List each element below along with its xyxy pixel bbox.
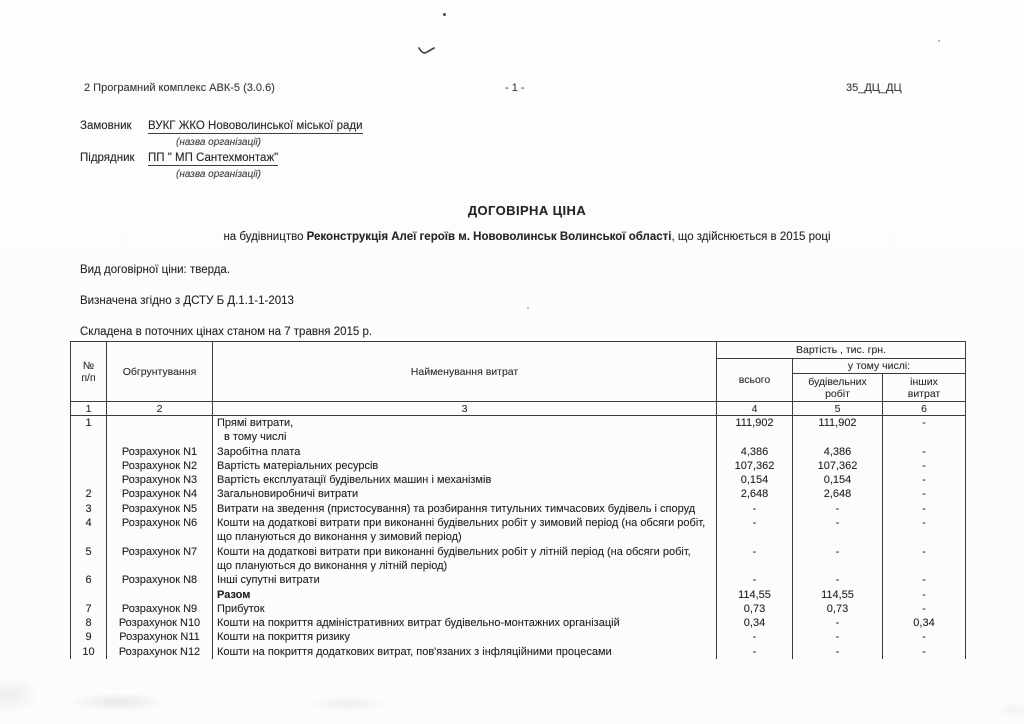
col-header-basis: Обгрунтування — [107, 342, 213, 402]
total-value-cell: 107,362 — [717, 459, 793, 473]
col-header-included: у тому числі: — [793, 359, 966, 374]
expense-name-cell: Кошти на покриття ризику — [213, 630, 717, 644]
basis-cell: Розрахунок N7 — [107, 545, 213, 574]
customer-role-label: Замовник — [80, 120, 132, 132]
expense-name-cell: Вартість матеріальних ресурсів — [213, 459, 717, 473]
table-row — [71, 602, 966, 616]
subtitle-suffix: , що здійснюється в 2015 році — [671, 231, 831, 243]
other-value-cell: - — [883, 416, 966, 445]
row-number-cell: 10 — [71, 645, 107, 659]
total-value-cell: - — [717, 502, 793, 516]
row-number-cell — [71, 473, 107, 487]
construction-value-cell: - — [793, 573, 883, 587]
expense-name-cell: Кошти на додаткові витрати при виконанні будівельних робіт у зимовий період (на обсяги робіт, що плануються до виконання у зимовий період) — [213, 516, 717, 545]
total-value-cell: 114,55 — [717, 588, 793, 602]
row-number-cell: 9 — [71, 630, 107, 644]
other-value-cell: - — [883, 516, 966, 545]
row-number-cell: 1 — [71, 416, 107, 445]
total-value-cell: - — [717, 545, 793, 574]
table-row — [71, 445, 966, 459]
other-value-cell: - — [883, 545, 966, 574]
table-row — [71, 516, 966, 545]
construction-subtitle — [30, 231, 1024, 243]
expense-name-cell: Кошти на покриття додаткових витрат, пов'язаних з інфляційними процесами — [213, 645, 717, 659]
table-row — [71, 473, 966, 487]
total-value-cell: - — [717, 573, 793, 587]
construction-value-cell: 111,902 — [793, 416, 883, 445]
basis-cell — [107, 588, 213, 602]
table-row — [71, 459, 966, 473]
basis-cell: Розрахунок N6 — [107, 516, 213, 545]
contractor-name: ПП " МП Сантехмонтаж" — [148, 152, 279, 164]
expense-name-cell: Загальновиробничі витрати — [213, 487, 717, 501]
price-type-line: Вид договірної ціни: тверда. — [80, 264, 231, 276]
construction-value-cell: - — [793, 545, 883, 574]
construction-value-cell: - — [793, 516, 883, 545]
total-value-cell: - — [717, 630, 793, 644]
construction-value-cell: 114,55 — [793, 588, 883, 602]
basis-cell: Розрахунок N2 — [107, 459, 213, 473]
row-number-cell — [71, 459, 107, 473]
construction-value-cell: 0,154 — [793, 473, 883, 487]
cost-table — [70, 341, 966, 659]
expense-name-cell: Кошти на додаткові витрати при виконанні будівельних робіт у літній період (на обсяги робіт, що плануються до виконання у літній період) — [213, 545, 717, 574]
table-row — [71, 630, 966, 644]
standard-reference-line: Визначена згідно з ДСТУ Б Д.1.1-1-2013 — [80, 295, 294, 307]
total-value-cell: 0,34 — [717, 616, 793, 630]
doc-code: 35_ДЦ_ДЦ — [846, 82, 902, 94]
construction-value-cell: 107,362 — [793, 459, 883, 473]
table-row — [71, 588, 966, 602]
basis-cell: Розрахунок N3 — [107, 473, 213, 487]
total-value-cell: 0,154 — [717, 473, 793, 487]
construction-value-cell: 2,648 — [793, 487, 883, 501]
scan-speck — [527, 307, 529, 309]
row-number-cell — [71, 588, 107, 602]
other-value-cell: - — [883, 487, 966, 501]
col-header-number: № п/п — [71, 342, 107, 402]
customer-name: ВУКГ ЖКО Нововолинської міської ради — [148, 120, 363, 132]
row-number-cell: 4 — [71, 516, 107, 545]
basis-cell: Розрахунок N12 — [107, 645, 213, 659]
row-number-cell: 3 — [71, 502, 107, 516]
column-number-row: 1 2 3 4 5 6 — [71, 402, 966, 416]
row-number-cell: 5 — [71, 545, 107, 574]
col-header-construction-works: будівельних робіт — [793, 374, 883, 402]
construction-value-cell: 0,73 — [793, 602, 883, 616]
basis-cell: Розрахунок N1 — [107, 445, 213, 459]
other-value-cell: - — [883, 502, 966, 516]
total-value-cell: - — [717, 516, 793, 545]
basis-cell: Розрахунок N4 — [107, 487, 213, 501]
other-value-cell: - — [883, 445, 966, 459]
basis-cell: Розрахунок N5 — [107, 502, 213, 516]
total-value-cell: 111,902 — [717, 416, 793, 445]
row-number-cell: 6 — [71, 573, 107, 587]
program-label: 2 Програмний комплекс АВК-5 (3.0.6) — [84, 82, 275, 94]
total-value-cell: 2,648 — [717, 487, 793, 501]
other-value-cell: - — [883, 630, 966, 644]
construction-value-cell: - — [793, 630, 883, 644]
expense-name-cell: Витрати на зведення (пристосування) та розбирання титульних тимчасових будівель і споруд — [213, 502, 717, 516]
row-number-cell: 2 — [71, 487, 107, 501]
table-row — [71, 545, 966, 574]
expense-name-cell: Разом — [213, 588, 717, 602]
table-row — [71, 645, 966, 659]
cost-table-header — [71, 342, 966, 416]
total-value-cell: 0,73 — [717, 602, 793, 616]
other-value-cell: 0,34 — [883, 616, 966, 630]
table-row — [71, 487, 966, 501]
other-value-cell: - — [883, 459, 966, 473]
col-header-total: всього — [717, 359, 793, 402]
col-header-cost-group: Вартість , тис. грн. — [717, 342, 966, 359]
current-prices-date-line: Складена в поточних цінах станом на 7 травня 2015 р. — [80, 326, 373, 338]
construction-value-cell: - — [793, 616, 883, 630]
construction-value-cell: - — [793, 502, 883, 516]
other-value-cell: - — [883, 588, 966, 602]
page-number: - 1 - — [505, 82, 525, 94]
row-number-cell: 7 — [71, 602, 107, 616]
col-header-name: Найменування витрат — [213, 342, 717, 402]
other-value-cell: - — [883, 473, 966, 487]
contractor-role-label: Підрядник — [80, 152, 135, 164]
expense-name-cell: Прямі витрати, в тому числі — [213, 416, 717, 445]
construction-object-name: Реконструкція Алеї героїв м. Нововолинськ Волинської області — [306, 231, 672, 243]
scan-speck — [443, 13, 446, 16]
construction-value-cell: 4,386 — [793, 445, 883, 459]
table-row — [71, 573, 966, 587]
other-value-cell: - — [883, 573, 966, 587]
expense-name-cell: Кошти на покриття адміністративних витрат будівельно-монтажних організацій — [213, 616, 717, 630]
basis-cell: Розрахунок N8 — [107, 573, 213, 587]
expense-name-cell: Заробітна плата — [213, 445, 717, 459]
basis-cell — [107, 416, 213, 445]
table-row — [71, 502, 966, 516]
expense-name-cell: Інші супутні витрати — [213, 573, 717, 587]
table-row — [71, 416, 966, 445]
cost-table-body — [71, 416, 966, 660]
other-value-cell: - — [883, 645, 966, 659]
document-title: ДОГОВІРНА ЦІНА — [467, 203, 587, 218]
row-number-cell — [71, 445, 107, 459]
table-row — [71, 616, 966, 630]
scan-speck — [938, 40, 940, 42]
other-value-cell: - — [883, 602, 966, 616]
col-header-other-costs: інших витрат — [883, 374, 966, 402]
customer-caption: (назва організації) — [176, 137, 261, 148]
contractor-caption: (назва організації) — [176, 169, 261, 180]
total-value-cell: 4,386 — [717, 445, 793, 459]
basis-cell: Розрахунок N11 — [107, 630, 213, 644]
basis-cell: Розрахунок N9 — [107, 602, 213, 616]
construction-value-cell: - — [793, 645, 883, 659]
subtitle-prefix: на будівництво — [223, 231, 307, 243]
total-value-cell: - — [717, 645, 793, 659]
row-number-cell: 8 — [71, 616, 107, 630]
basis-cell: Розрахунок N10 — [107, 616, 213, 630]
scan-checkmark-artifact — [418, 46, 436, 56]
expense-name-cell: Вартість експлуатації будівельних машин і механізмів — [213, 473, 717, 487]
expense-name-cell: Прибуток — [213, 602, 717, 616]
